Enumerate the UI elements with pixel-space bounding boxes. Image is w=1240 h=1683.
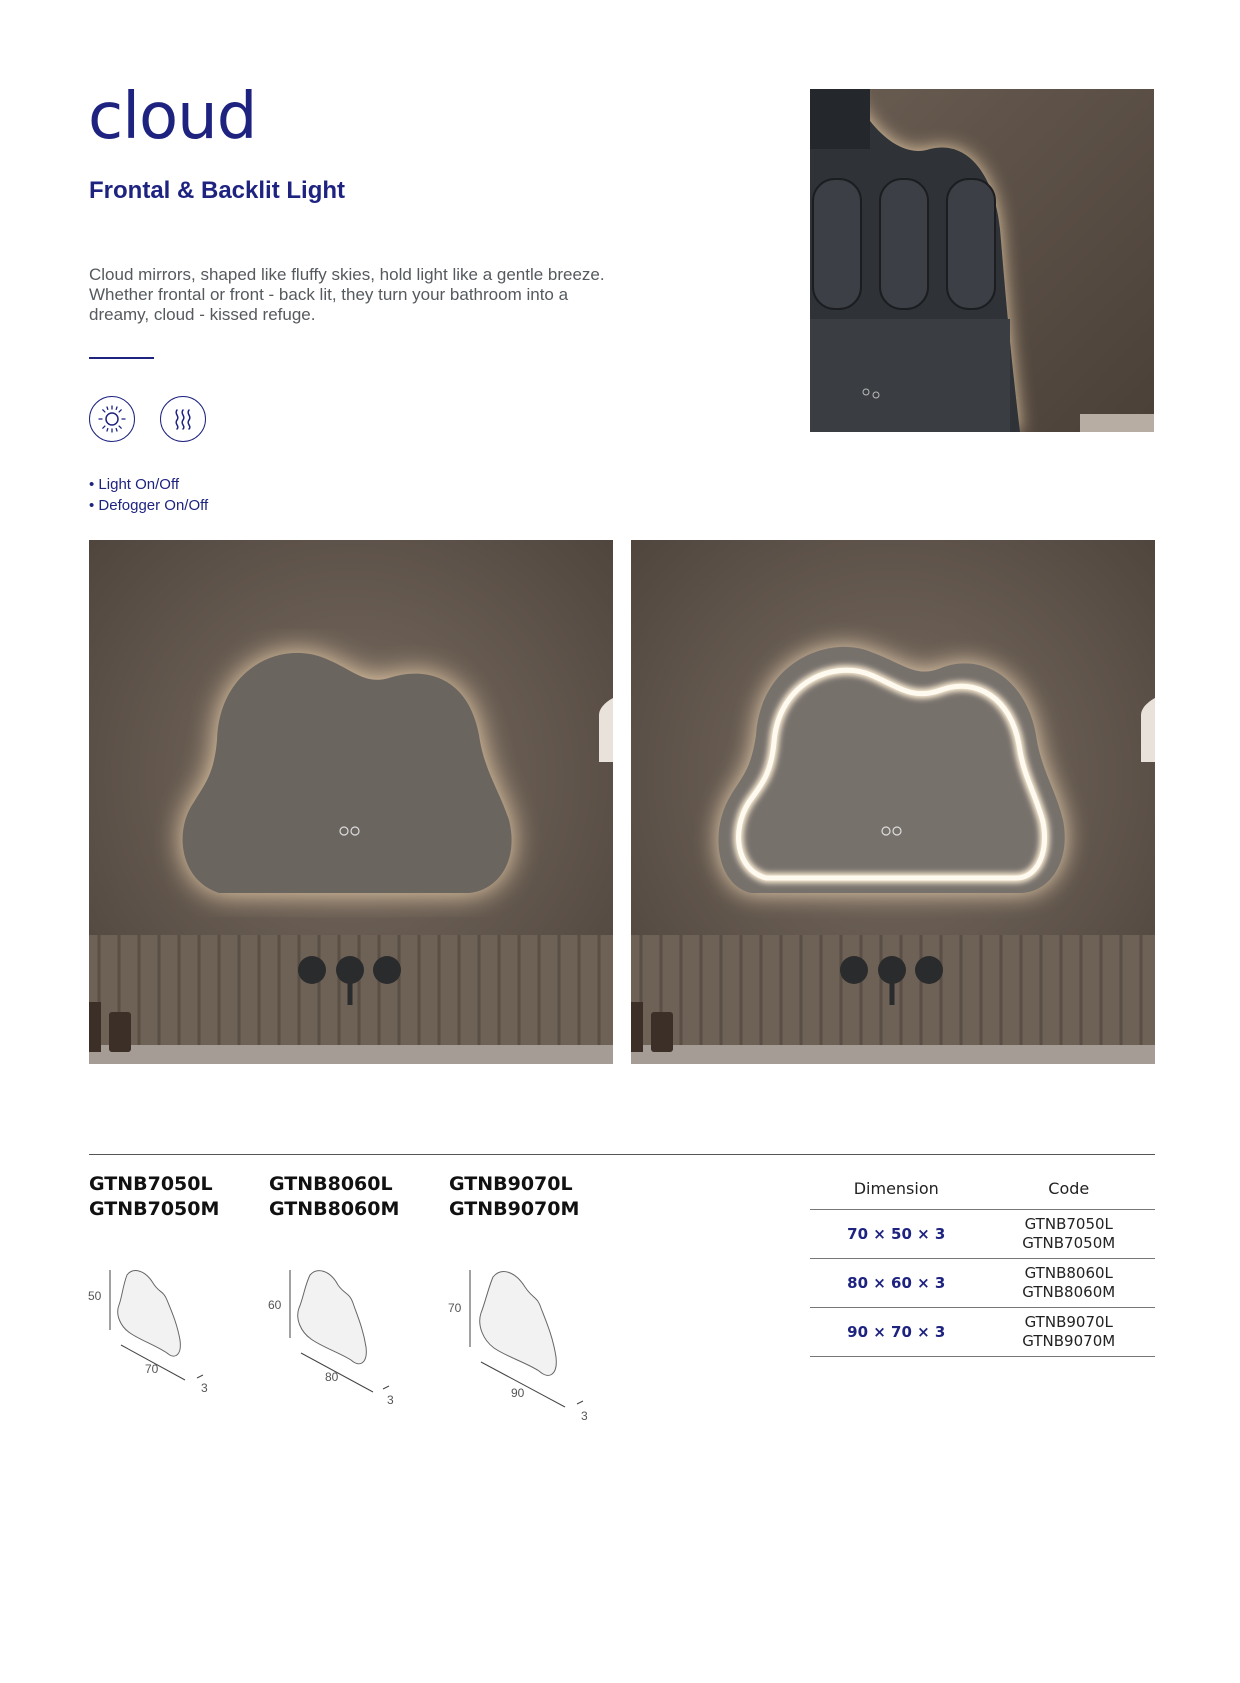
dimension-diagram-8060 xyxy=(265,1265,405,1415)
dimension-table xyxy=(810,1167,1155,1357)
model-code: GTNB8060L xyxy=(269,1173,393,1195)
column-header-code: Code xyxy=(983,1167,1156,1210)
column-header-dimension: Dimension xyxy=(810,1167,983,1210)
height-label: 50 xyxy=(88,1289,102,1303)
frontal-backlit-mirror-photo xyxy=(631,540,1155,1064)
model-codes-7050 xyxy=(89,1172,219,1222)
model-code: GTNB8060M xyxy=(269,1198,400,1220)
depth-label: 3 xyxy=(201,1381,208,1395)
model-codes-8060 xyxy=(269,1172,399,1222)
dimension-diagram-9070 xyxy=(445,1265,605,1430)
table-row xyxy=(810,1259,1155,1308)
code-value: GTNB8060L xyxy=(1024,1264,1113,1282)
code-value: GTNB9070M xyxy=(1022,1332,1116,1350)
height-label: 70 xyxy=(448,1301,462,1315)
width-label: 70 xyxy=(145,1362,159,1376)
page-subtitle: Frontal & Backlit Light xyxy=(89,177,346,204)
model-code: GTNB7050M xyxy=(89,1198,220,1220)
depth-label: 3 xyxy=(581,1409,588,1423)
feature-bullet-defogger: • Defogger On/Off xyxy=(89,495,208,516)
section-divider xyxy=(89,1154,1155,1155)
feature-list xyxy=(89,474,208,516)
dimension-cell: 70 × 50 × 3 xyxy=(810,1210,983,1259)
sun-icon xyxy=(89,396,135,442)
width-label: 90 xyxy=(511,1386,525,1400)
table-row xyxy=(810,1308,1155,1357)
table-row xyxy=(810,1210,1155,1259)
feature-bullet-light: • Light On/Off xyxy=(89,474,208,495)
code-value: GTNB7050M xyxy=(1022,1234,1116,1252)
backlit-mirror-photo xyxy=(89,540,613,1064)
model-codes-9070 xyxy=(449,1172,579,1222)
product-description: Cloud mirrors, shaped like fluffy skies, hold light like a gentle breeze. Whether frontal or front - back lit, they turn your bathroom into a dreamy, cloud - kissed refuge. xyxy=(89,265,605,324)
detail-photo xyxy=(810,89,1154,432)
accent-divider xyxy=(89,357,154,359)
table-header-row xyxy=(810,1167,1155,1210)
dimension-cell: 80 × 60 × 3 xyxy=(810,1259,983,1308)
height-label: 60 xyxy=(268,1298,282,1312)
depth-label: 3 xyxy=(387,1393,394,1407)
page-title: cloud xyxy=(88,80,257,154)
dimension-diagram-7050 xyxy=(85,1265,215,1405)
model-code: GTNB7050L xyxy=(89,1173,213,1195)
code-cell xyxy=(983,1308,1156,1357)
defogger-icon xyxy=(160,396,206,442)
code-cell xyxy=(983,1259,1156,1308)
code-value: GTNB7050L xyxy=(1024,1215,1113,1233)
code-value: GTNB8060M xyxy=(1022,1283,1116,1301)
model-code: GTNB9070M xyxy=(449,1198,580,1220)
code-value: GTNB9070L xyxy=(1024,1313,1113,1331)
code-cell xyxy=(983,1210,1156,1259)
width-label: 80 xyxy=(325,1370,339,1384)
dimension-cell: 90 × 70 × 3 xyxy=(810,1308,983,1357)
model-code: GTNB9070L xyxy=(449,1173,573,1195)
